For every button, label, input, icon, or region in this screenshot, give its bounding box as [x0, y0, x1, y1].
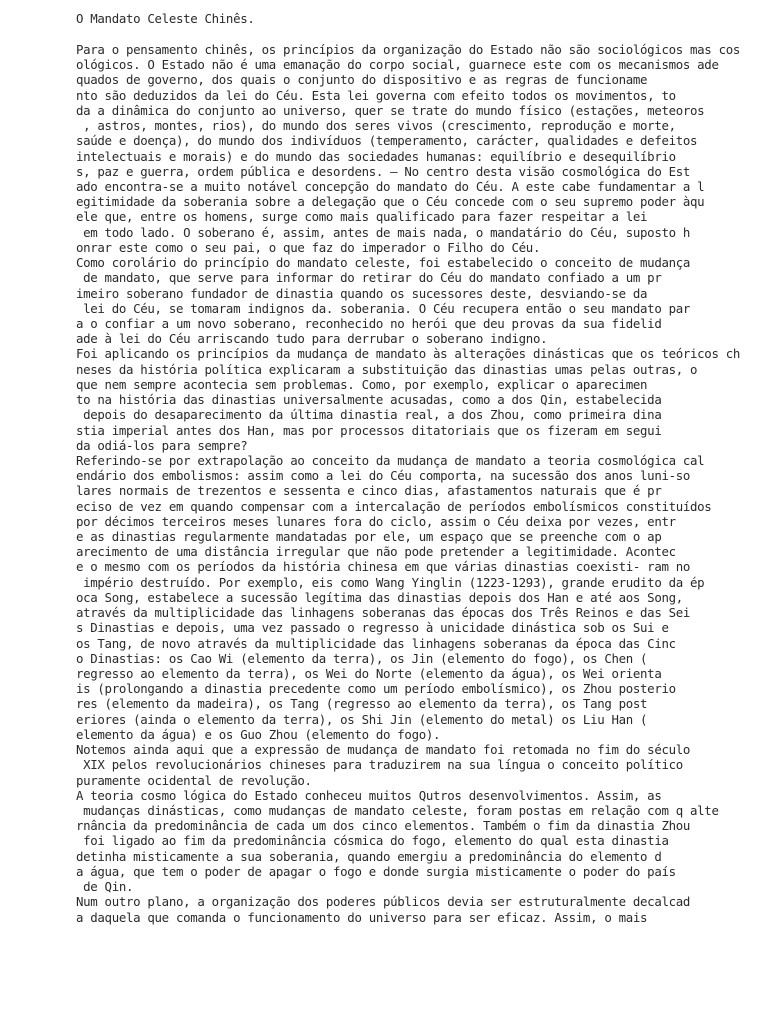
document-line: Num outro plano, a organização dos poderes públicos devia ser estruturalmente decalcad	[76, 894, 691, 910]
document-line: lares normais de trezentos e sessenta e cinco dias, afastamentos naturais que é pr	[76, 483, 662, 499]
document-line: Notemos ainda aqui que a expressão de mudança de mandato foi retomada no fim do século	[76, 742, 691, 758]
document-line: e o mesmo com os períodos da história chinesa em que várias dinastias coexisti- ram no	[76, 559, 691, 575]
document-line: intelectuais e morais) e do mundo das sociedades humanas: equilíbrio e desequilíbrio	[76, 148, 676, 164]
document-line: puramente ocidental de revolução.	[76, 772, 312, 788]
document-line: através da multiplicidade das linhagens soberanas das épocas dos Três Reinos e das Sei	[76, 605, 691, 621]
document-line: mudanças dinásticas, como mudanças de mandato celeste, foram postas em relação com q alte	[76, 803, 719, 818]
document-line: da odiá-los para sempre?	[76, 437, 248, 453]
document-line: de mandato, que serve para informar do retirar do Céu do mandato confiado a um pr	[76, 270, 662, 286]
document-line: , astros, montes, rios), do mundo dos seres vivos (crescimento, reprodução e morte,	[76, 118, 676, 134]
document-line: da a dinâmica do conjunto ao universo, quer se trate do mundo físico (estações, meteoros	[76, 102, 705, 118]
document-line: elemento da água) e os Guo Zhou (elemento do fogo).	[76, 726, 441, 742]
document-line: A teoria cosmo lógica do Estado conheceu muitos Qutros desenvolvimentos. Assim, as	[76, 787, 662, 803]
document-title: O Mandato Celeste Chinês.	[76, 11, 255, 26]
document-line: império destruído. Por exemplo, eis como Wang Yinglin (1223-1293), grande erudito da ép	[76, 574, 705, 590]
document-line: ade à lei do Céu arriscando tudo para derrubar o soberano indigno.	[76, 331, 548, 347]
document-line: arecimento de uma distância irregular que não pode pretender a legitimidade. Acontec	[76, 544, 676, 560]
document-line: s, paz e guerra, ordem pública e desordens. – No centro desta visão cosmológica do Est	[76, 163, 691, 179]
document-line: e as dinastias regularmente mandatadas por ele, um espaço que se preenche com o ap	[76, 529, 662, 545]
document-line: res (elemento da madeira), os Tang (regresso ao elemento da terra), os Tang post	[76, 696, 648, 712]
document-line: s Dinastias e depois, uma vez passado o regresso à unicidade dinástica sob os Sui e	[76, 620, 669, 636]
document-line: a o confiar a um novo soberano, reconhecido no herói que deu provas da sua fidelid	[76, 315, 662, 331]
document-line: nto são deduzidos da lei do Céu. Esta lei governa com efeito todos os movimentos, to	[76, 87, 676, 103]
document-line: detinha misticamente a sua soberania, quando emergiu a predominância do elemento d	[76, 848, 662, 864]
document-line: a daquela que comanda o funcionamento do universo para ser eficaz. Assim, o mais	[76, 909, 648, 925]
document-line: quados de governo, dos quais o conjunto do dispositivo e as regras de funcioname	[76, 72, 648, 88]
document-line: oca Song, estabelece a sucessão legítima das dinastias depois dos Han e até aos Song,	[76, 589, 683, 605]
document-line: Para o pensamento chinês, os princípios da organização do Estado não são sociológicos mas cos	[76, 42, 741, 57]
document-line: lei do Céu, se tomaram indignos da. soberania. O Céu recupera então o seu mandato par	[76, 300, 691, 316]
document-line: to na história das dinastias universalmente acusadas, como a dos Qin, estabelecida	[76, 392, 662, 408]
document-line: foi ligado ao fim da predominância cósmica do fogo, elemento do qual esta dinastia	[76, 833, 669, 849]
document-line: rnância da predominância de cada um dos cinco elementos. Também o fim da dinastia Zhou	[76, 818, 691, 834]
document-line: o Dinastias: os Cao Wi (elemento da terra), os Jin (elemento do fogo), os Chen (	[76, 650, 648, 666]
document-line: eriores (ainda o elemento da terra), os Shi Jin (elemento do metal) os Liu Han (	[76, 711, 648, 727]
document-line: a água, que tem o poder de apagar o fogo e donde surgia misticamente o poder do país	[76, 863, 676, 879]
document-line: em todo lado. O soberano é, assim, antes de mais nada, o mandatário do Céu, suposto h	[76, 224, 691, 240]
document-line: de Qin.	[76, 879, 134, 895]
document-line: Como corolário do princípio do mandato celeste, foi estabelecido o conceito de mudança	[76, 255, 691, 271]
document-line: por décimos terceiros meses lunares fora do ciclo, assim o Céu deixa por vezes, entr	[76, 513, 676, 529]
document-line: saúde e doença), do mundo dos indivíduos (temperamento, carácter, qualidades e defeitos	[76, 133, 698, 149]
document-line: depois do desaparecimento da última dinastia real, a dos Zhou, como primeira dina	[76, 407, 662, 423]
document-line: imeiro soberano fundador de dinastia quando os sucessores deste, desviando-se da	[76, 285, 648, 301]
document-line: ado encontra-se a muito notável concepção do mandato do Céu. A este cabe fundamentar a l	[76, 178, 705, 194]
document-line: egitimidade da soberania sobre a delegação que o Céu concede com o seu supremo poder àqu	[76, 194, 705, 210]
document-line: endário dos embolismos: assim como a lei do Céu comporta, na sucessão dos anos luni-so	[76, 468, 691, 484]
document-line: onrar este como o seu pai, o que faz do imperador o Filho do Céu.	[76, 239, 541, 255]
document-line: regresso ao elemento da terra), os Wei do Norte (elemento da água), os Wei orienta	[76, 666, 662, 682]
document-line: stia imperial antes dos Han, mas por processos ditatoriais que os fizeram em segui	[76, 422, 662, 438]
document-line: ológicos. O Estado não é uma emanação do corpo social, guarnece este com os mecanismos ade	[76, 57, 719, 73]
document-line: Foi aplicando os princípios da mudança de mandato às alterações dinásticas que os teóricos ch	[76, 346, 741, 362]
document-line: XIX pelos revolucionários chineses para traduzirem na sua língua o conceito político	[76, 757, 683, 773]
document-line: is (prolongando a dinastia precedente como um período embolísmico), os Zhou posterio	[76, 681, 676, 697]
document-line: ele que, entre os homens, surge como mais qualificado para fazer respeitar a lei	[76, 209, 648, 225]
document-line: eciso de vez em quando compensar com a intercalação de períodos embolísmicos constituídos	[76, 498, 712, 514]
document-line: Referindo-se por extrapolação ao conceito da mudança de mandato a teoria cosmológica cal	[76, 452, 705, 468]
document-line: neses da história política explicaram a substituição das dinastias umas pelas outras, o	[76, 361, 698, 377]
document-line: que nem sempre acontecia sem problemas. Como, por exemplo, explicar o aparecimen	[76, 376, 648, 392]
document-line: os Tang, de novo através da multiplicidade das linhagens soberanas da época das Cinc	[76, 635, 676, 651]
